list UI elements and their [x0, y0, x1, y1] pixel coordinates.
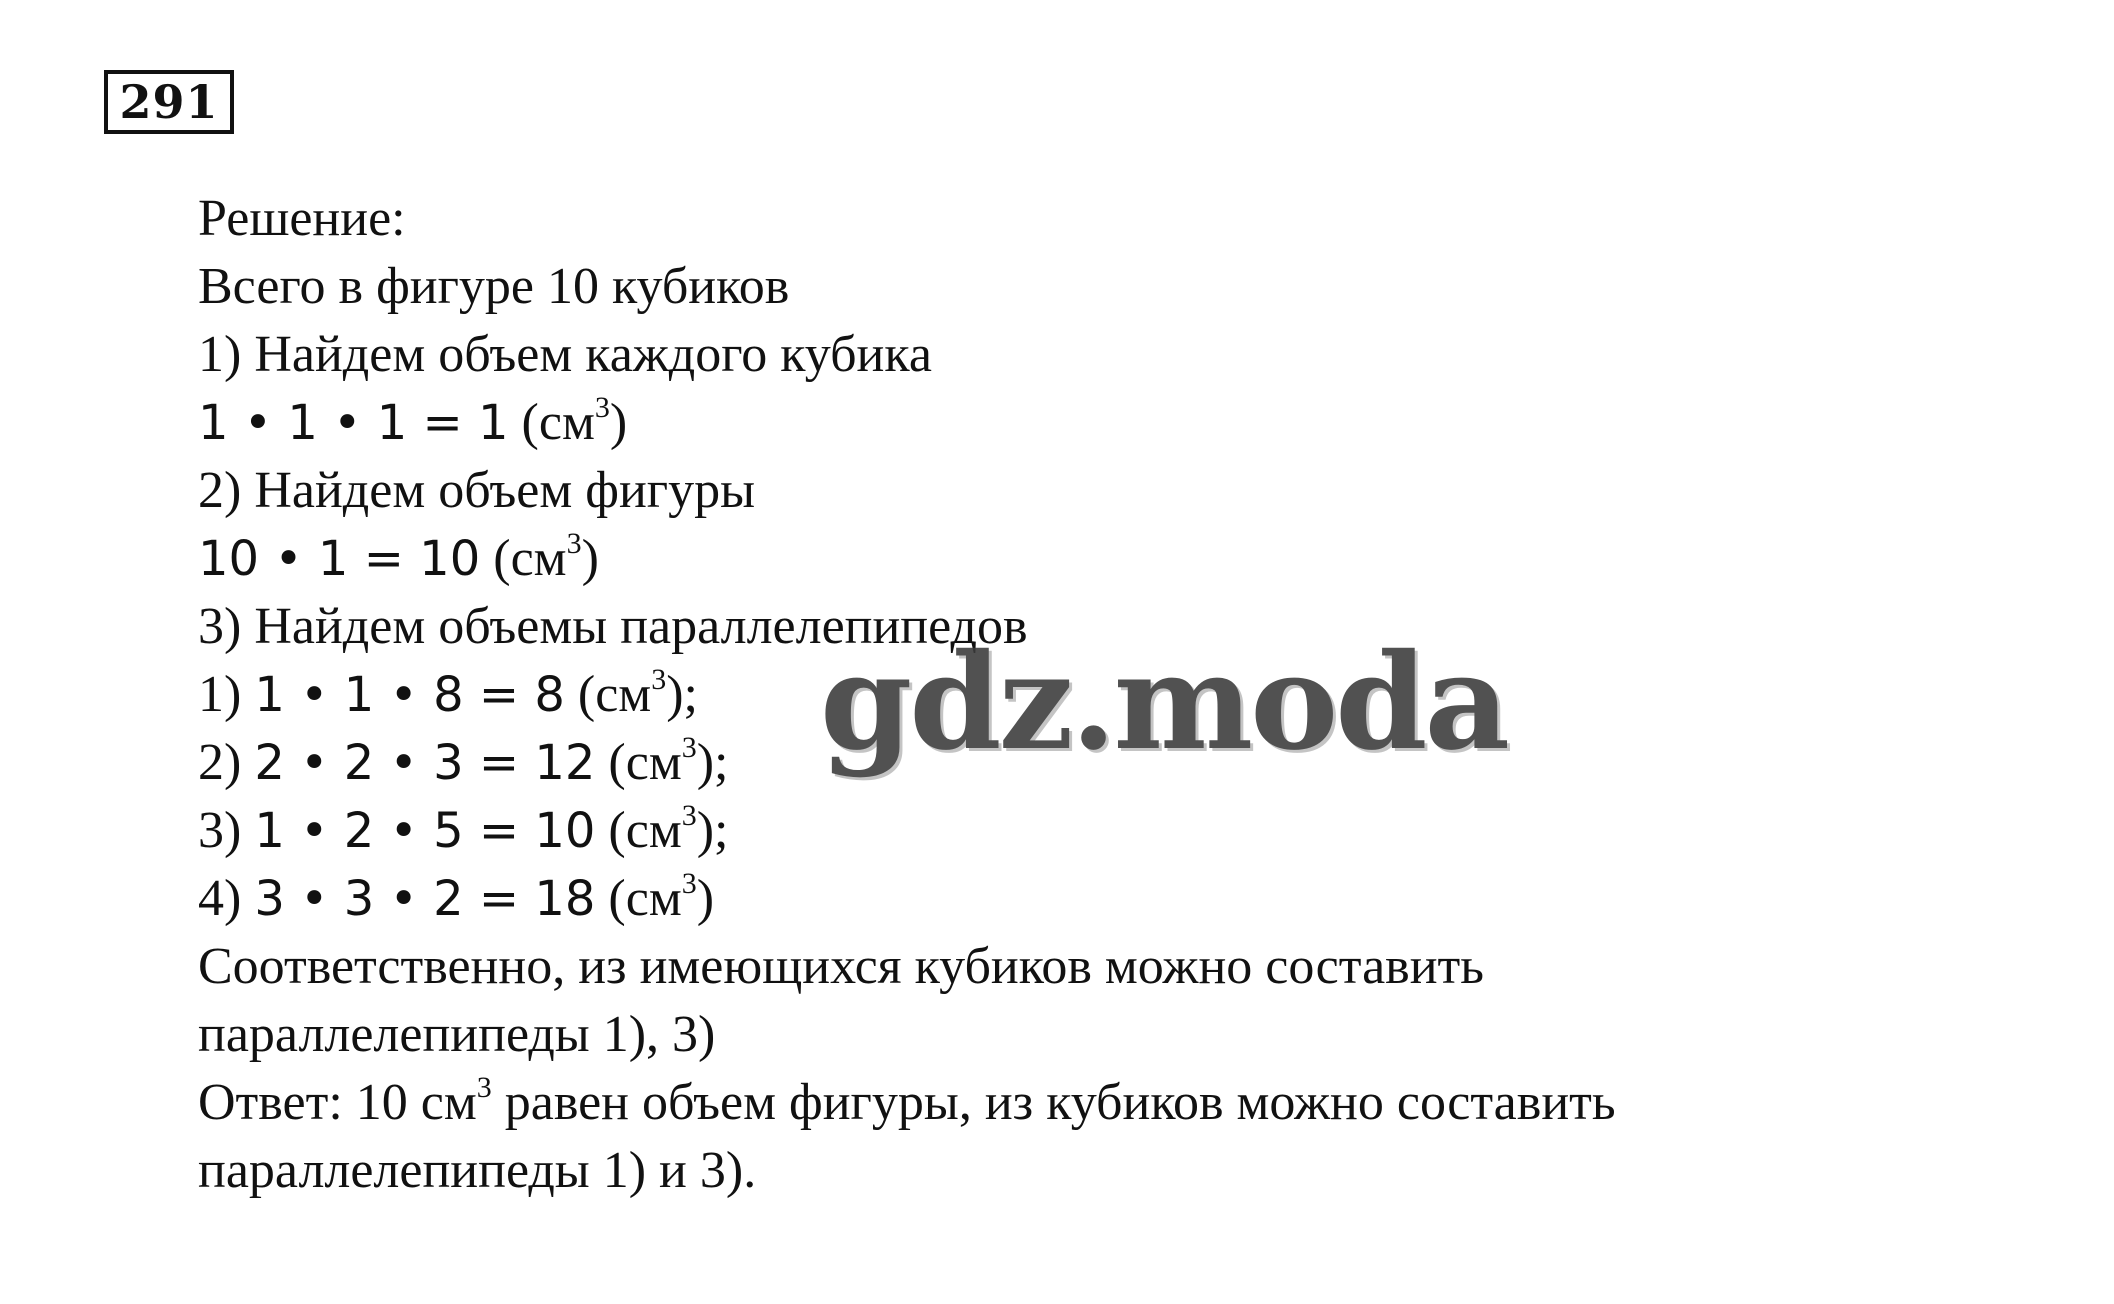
answer-end: равен объем фигуры, из кубиков можно составить — [491, 1074, 1616, 1131]
unit-open: (см — [595, 802, 682, 859]
unit-power: 3 — [476, 1071, 492, 1104]
unit-power: 3 — [681, 731, 697, 764]
unit-power: 3 — [681, 799, 697, 832]
solution-heading: Решение: — [198, 190, 406, 247]
watermark-logo: gdz.moda — [820, 625, 1508, 780]
unit-power: 3 — [681, 867, 697, 900]
item-expression: 1 • 2 • 5 = 10 — [254, 803, 596, 859]
step2-title: 2) Найдем объем фигуры — [198, 462, 756, 519]
unit-close: ) — [609, 394, 628, 451]
conclusion-line-1: Соответственно, из имеющихся кубиков можно составить — [198, 938, 1484, 995]
item-expression: 2 • 2 • 3 = 12 — [254, 735, 596, 791]
answer-line-1 — [198, 1069, 2078, 1137]
step1-title: 1) Найдем объем каждого кубика — [198, 326, 932, 383]
unit-power: 3 — [651, 663, 667, 696]
step1-calculation — [198, 389, 2078, 457]
item-end: ); — [696, 734, 729, 791]
step3-title: 3) Найдем объемы параллелепипедов — [198, 598, 1028, 655]
step2-expression: 10 • 1 = 10 — [198, 531, 481, 587]
item-end: ) — [696, 870, 715, 927]
unit-power: 3 — [594, 391, 610, 424]
total-cubes-line: Всего в фигуре 10 кубиков — [198, 258, 790, 315]
item-prefix: 1) — [198, 666, 255, 723]
unit-open: (см — [480, 530, 567, 587]
unit-open: (см — [508, 394, 595, 451]
answer-line-2: параллелепипеды 1) и 3). — [198, 1142, 757, 1199]
item-prefix: 3) — [198, 802, 255, 859]
unit-close: ) — [581, 530, 599, 587]
item-end: ); — [696, 802, 729, 859]
task-number: 291 — [104, 70, 234, 134]
item-expression: 1 • 1 • 8 = 8 — [254, 667, 565, 723]
item-end: ); — [666, 666, 698, 723]
item-prefix: 4) — [198, 870, 255, 927]
conclusion-line-2: параллелепипеды 1), 3) — [198, 1006, 716, 1063]
answer-start: Ответ: 10 см — [198, 1074, 477, 1131]
parallelepiped-item-4 — [198, 865, 2078, 933]
parallelepiped-item-3 — [198, 797, 2078, 865]
item-prefix: 2) — [198, 734, 255, 791]
unit-open: (см — [595, 734, 682, 791]
step1-expression: 1 • 1 • 1 = 1 — [198, 395, 509, 451]
unit-open: (см — [595, 870, 682, 927]
unit-open: (см — [564, 666, 652, 723]
step2-calculation — [198, 525, 2078, 593]
unit-power: 3 — [566, 527, 582, 560]
item-expression: 3 • 3 • 2 = 18 — [254, 871, 596, 927]
